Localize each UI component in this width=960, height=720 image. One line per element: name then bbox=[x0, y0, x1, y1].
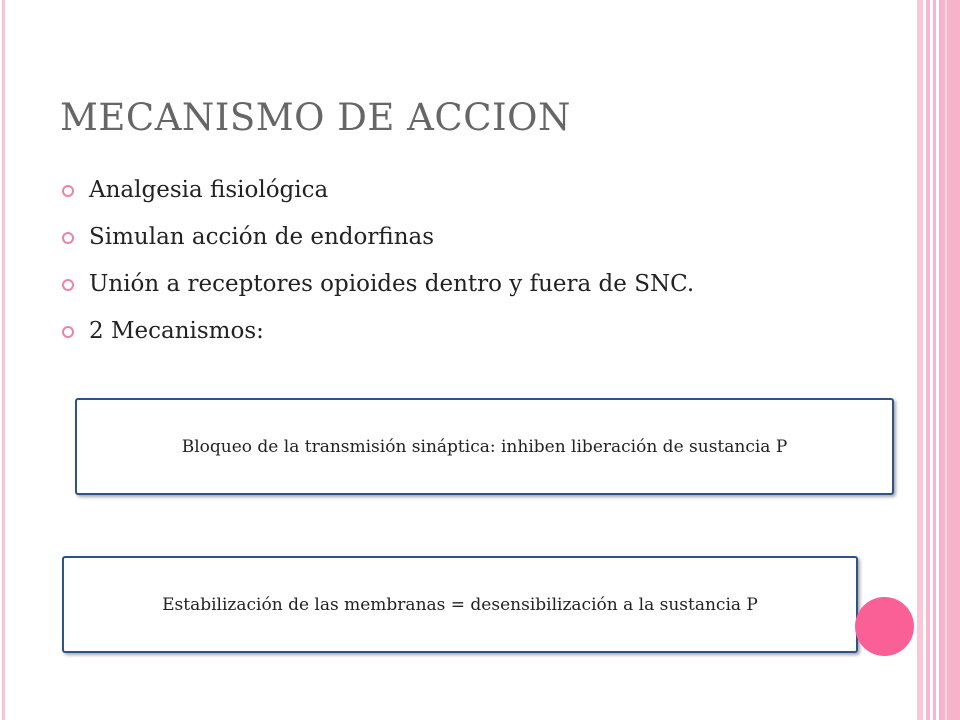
stripe bbox=[939, 0, 960, 720]
stripe bbox=[926, 0, 930, 720]
mechanism-text: Estabilización de las membranas = desensibilización a la sustancia P bbox=[162, 594, 758, 615]
bullet-text: Unión a receptores opioides dentro y fuera de SNC. bbox=[89, 271, 695, 297]
bullet-text: Analgesia fisiológica bbox=[89, 177, 329, 203]
slide-title: MECANISMO DE ACCION bbox=[60, 96, 571, 139]
ring-bullet-icon bbox=[62, 326, 74, 338]
bullet-text: 2 Mecanismos: bbox=[89, 318, 264, 344]
stripe bbox=[945, 0, 947, 720]
mechanism-box-blockade bbox=[75, 398, 894, 495]
bullet-text: Simulan acción de endorfinas bbox=[89, 224, 435, 250]
bullet-item bbox=[60, 223, 789, 252]
right-decorative-stripes bbox=[917, 0, 960, 720]
pink-circle-icon bbox=[855, 597, 914, 656]
ring-bullet-icon bbox=[62, 185, 74, 197]
bullet-item bbox=[60, 317, 789, 346]
bullet-item bbox=[60, 176, 789, 205]
left-frame-line bbox=[2, 0, 5, 720]
stripe bbox=[933, 0, 936, 720]
mechanism-box-stabilization bbox=[62, 556, 858, 653]
ring-bullet-icon bbox=[62, 232, 74, 244]
ring-bullet-icon bbox=[62, 279, 74, 291]
bullet-item bbox=[60, 270, 789, 299]
bullet-list bbox=[60, 176, 789, 364]
mechanism-text: Bloqueo de la transmisión sináptica: inhiben liberación de sustancia P bbox=[181, 436, 788, 457]
stripe bbox=[917, 0, 923, 720]
